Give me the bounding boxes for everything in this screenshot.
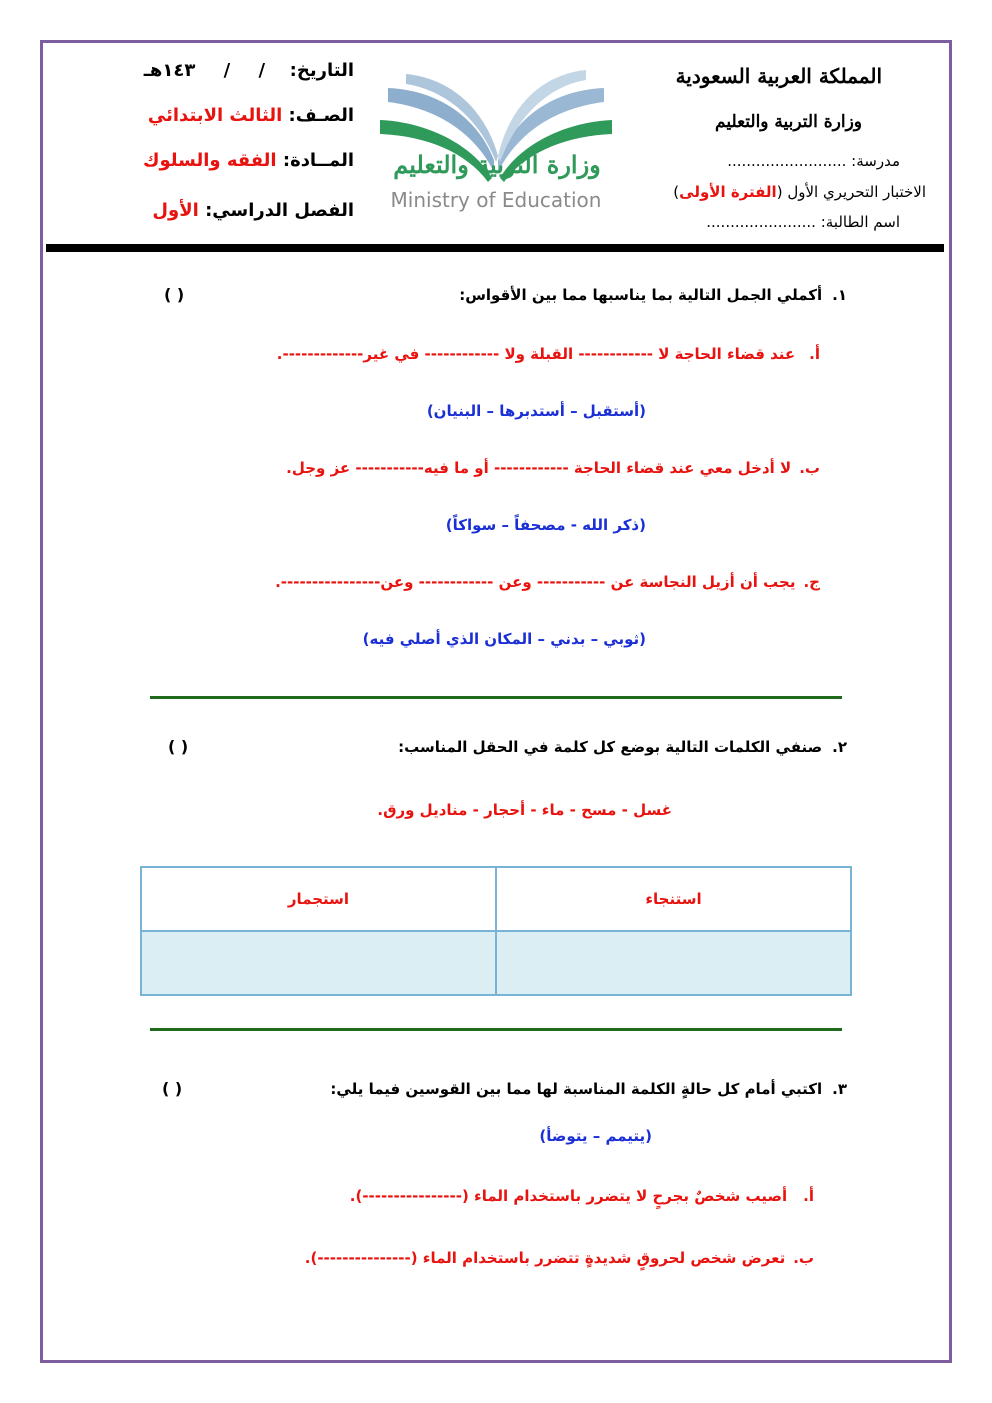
exam-title — [673, 183, 926, 201]
table-header-istinja: استنجاء — [496, 867, 851, 931]
logo-text-english: Ministry of Education — [390, 188, 602, 212]
q2-prompt — [398, 738, 847, 756]
section-divider-1 — [150, 696, 842, 699]
term-line — [152, 200, 354, 221]
student-dots[interactable]: ....................... — [706, 213, 816, 231]
student-label: اسم الطالبة: — [820, 213, 900, 231]
q1-prompt — [459, 286, 847, 304]
q3-item-b-label: ب. — [793, 1249, 814, 1267]
q3-item-a-label: أ. — [803, 1187, 814, 1205]
q1-score[interactable]: ( ) — [164, 285, 185, 304]
subject-value: الفقه والسلوك — [143, 150, 277, 171]
q1-item-c — [275, 573, 820, 591]
q1-item-a-text: عند قضاء الحاجة لا ------------ القبلة ولا ------------ في غير-------------. — [276, 345, 796, 363]
q1-item-c-options: (ثوبي – بدني – المكان الذي أصلي فيه) — [362, 630, 646, 648]
q1-prompt-text: أكملي الجمل التالية بما يناسبها مما بين الأقواس: — [459, 286, 823, 304]
term-value: الأول — [152, 200, 199, 221]
table-answer-row — [141, 931, 851, 995]
school-label: مدرسة: — [851, 152, 900, 170]
grade-label: الصـف: — [288, 105, 354, 126]
ministry-title: وزارة التربية والتعليم — [715, 112, 862, 132]
table-header-row — [141, 867, 851, 931]
q1-item-b-label: ب. — [799, 459, 820, 477]
q3-item-b — [305, 1249, 814, 1267]
q3-item-b-text: تعرض شخص لحروقٍ شديدةٍ تتضرر باستخدام الماء (---------------). — [304, 1249, 786, 1267]
q3-score[interactable]: ( ) — [162, 1079, 183, 1098]
grade-value: الثالث الابتدائي — [147, 105, 283, 126]
q1-item-c-label: ج. — [803, 573, 820, 591]
school-dots[interactable]: ......................... — [727, 152, 847, 170]
q3-item-a-text: أصيب شخصٌ بجرحٍ لا يتضرر باستخدام الماء (----------------). — [349, 1187, 788, 1205]
exam-title-text: الاختبار التحريري الأول ( — [776, 183, 926, 201]
school-line — [727, 152, 900, 170]
table-header-istijmar: استجمار — [141, 867, 496, 931]
subject-label: المــادة: — [282, 150, 354, 171]
q2-word-bank: غسل - مسح - ماء - أحجار - مناديل ورق. — [377, 801, 672, 819]
q2-number: ٢. — [832, 738, 847, 756]
q3-number: ٣. — [832, 1080, 847, 1098]
student-name-line — [706, 213, 900, 231]
istijmar-answer-cell[interactable] — [141, 931, 496, 995]
classification-table — [140, 866, 852, 996]
q3-options: (يتيمم – يتوضأ) — [539, 1127, 652, 1145]
header-divider — [46, 244, 944, 252]
exam-title-end: ) — [673, 183, 680, 201]
date-value[interactable]: / / ١٤٣هـ — [143, 60, 266, 81]
q1-item-a — [277, 345, 820, 363]
grade-line — [148, 105, 354, 126]
section-divider-2 — [150, 1028, 842, 1031]
q2-prompt-text: صنفي الكلمات التالية بوضع كل كلمة في الحقل المناسب: — [398, 738, 823, 756]
q2-score[interactable]: ( ) — [168, 737, 189, 756]
logo-text-arabic: وزارة التربية والتعليم — [393, 150, 601, 179]
q1-item-b-text: لا أدخل معي عند قضاء الحاجة ------------ أو ما فيه----------- عز وجل. — [286, 459, 792, 477]
q1-item-b — [286, 459, 820, 477]
kingdom-title: المملكة العربية السعودية — [675, 64, 882, 88]
q3-prompt-text: اكتبي أمام كل حالةٍ الكلمة المناسبة لها مما بين القوسين فيما يلي: — [330, 1080, 823, 1098]
date-line — [125, 60, 354, 81]
q1-number: ١. — [832, 286, 847, 304]
q1-item-b-options: (ذكر الله - مصحفاً – سواكاً) — [445, 516, 646, 534]
q3-item-a — [350, 1187, 814, 1205]
exam-period: الفترة الأولى — [679, 183, 777, 201]
page-border — [40, 40, 952, 1363]
q1-item-a-options: (أستقبل – أستدبرها – البنيان) — [426, 402, 646, 420]
date-label: التاريخ: — [289, 60, 354, 81]
q3-prompt — [330, 1080, 847, 1098]
q1-item-c-text: يجب أن أزيل النجاسة عن ----------- وعن ------------ وعن----------------. — [275, 573, 796, 591]
subject-line — [143, 150, 354, 171]
q1-item-a-label: أ. — [809, 345, 820, 363]
istinja-answer-cell[interactable] — [496, 931, 851, 995]
term-label: الفصل الدراسي: — [205, 200, 354, 221]
